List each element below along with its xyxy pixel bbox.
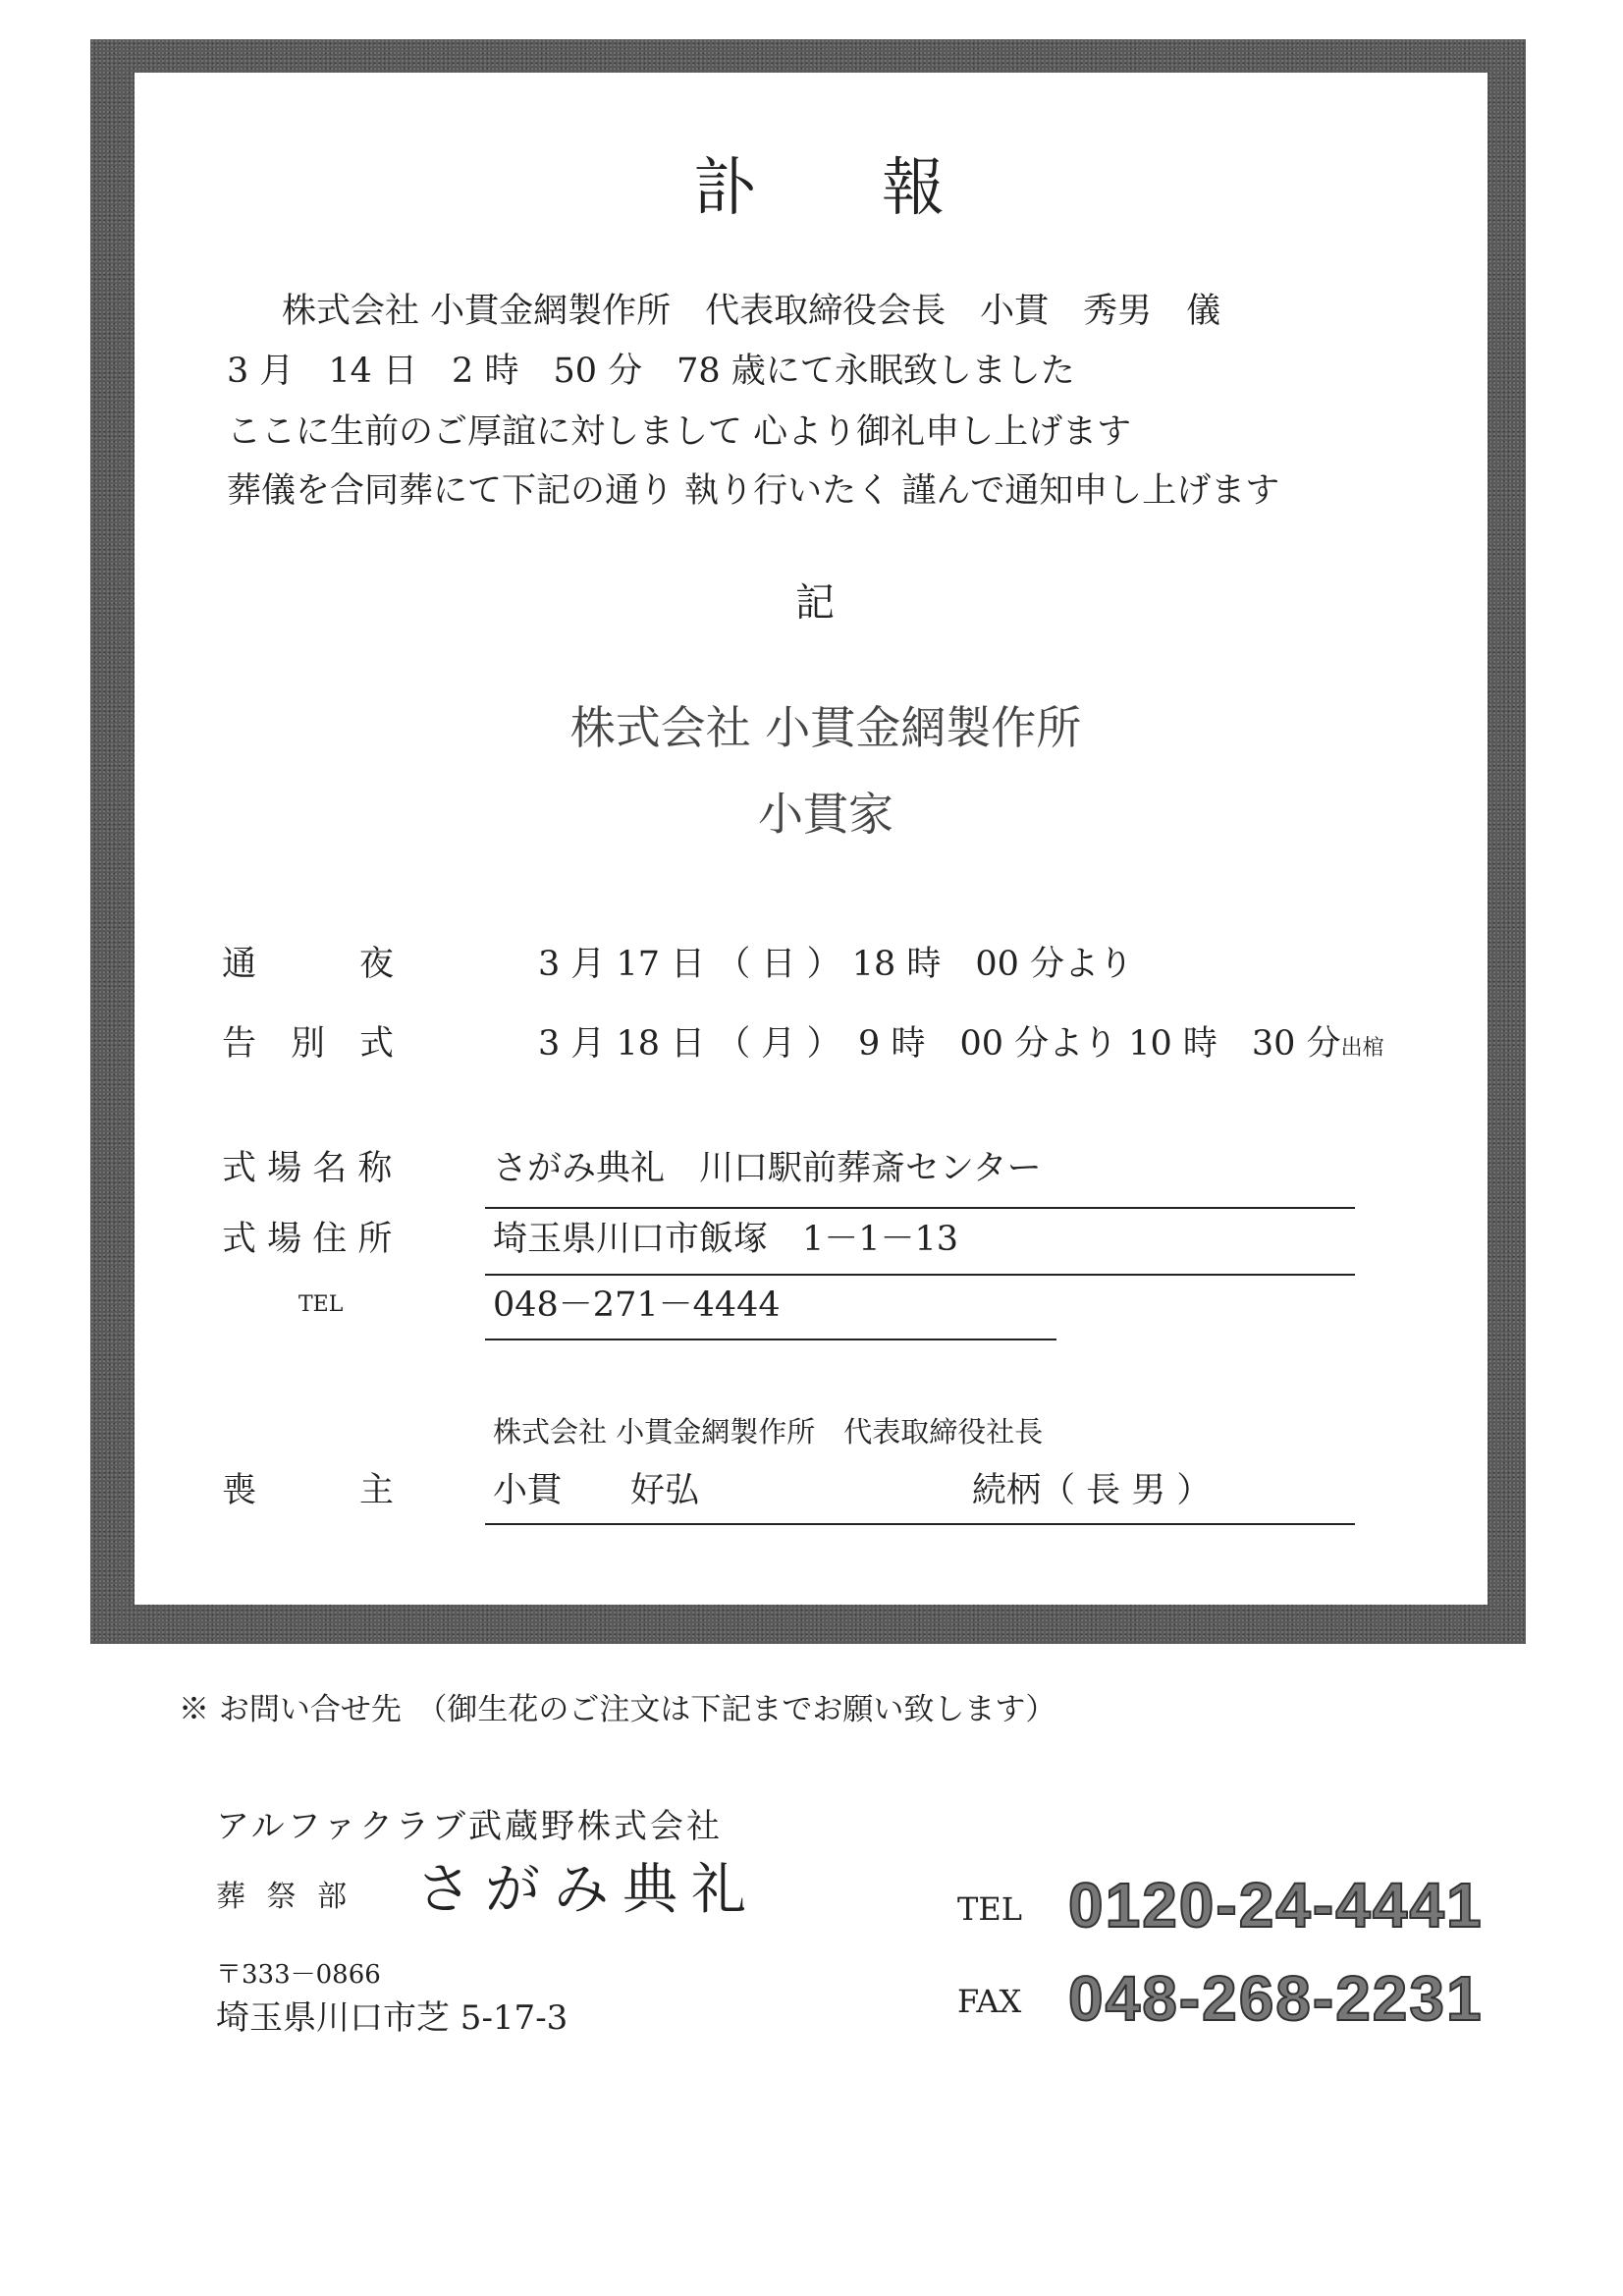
venue-name-label: 式 場 名 称 [222,1149,393,1188]
divider [485,1207,1355,1209]
venue-name: さがみ典礼 川口駅前葬斎センター [493,1149,1042,1188]
venue-tel-label: TEL [298,1292,344,1317]
footer-company: アルファクラブ武蔵野株式会社 [216,1807,723,1846]
footer-tel-label: TEL [957,1890,1022,1928]
divider [485,1274,1355,1276]
venue-tel: 048－271－4444 [493,1285,781,1325]
venue-address-label: 式 場 住 所 [222,1220,393,1259]
divider [485,1523,1355,1525]
host-company: 株式会社 小貫金網製作所 [569,701,1082,754]
ki-heading: 記 [795,580,835,626]
footer-tel: 0120-24-4441 [1068,1870,1484,1941]
chief-mourner-title: 株式会社 小貫金網製作所 代表取締役社長 [493,1415,1044,1449]
footer-address: 埼玉県川口市芝 5-17-3 [216,1998,568,2038]
footer-brand: さがみ典礼 [416,1858,760,1922]
wake-value: 3 月 17 日 （ 日 ） 18 時 00 分より [538,945,1134,984]
body-line-4: 葬儀を合同葬にて下記の通り 執り行いたく 謹んで通知申し上げます [227,471,1280,511]
host-family: 小貫家 [758,788,893,841]
chief-mourner-name: 小貫 好弘 [493,1471,700,1510]
footer-postal: 〒333－0866 [216,1960,381,1990]
funeral-value [538,1024,1384,1064]
footer-fax-label: FAX [957,1983,1022,2020]
footer-dept: 葬 祭 部 [216,1880,353,1914]
notice-title: 訃 報 [693,152,945,225]
funeral-label: 告 別 式 [222,1024,395,1064]
footer-fax: 048-268-2231 [1068,1963,1484,2034]
funeral-suffix: 出棺 [1340,1036,1384,1061]
funeral-time: 3 月 18 日 （ 月 ） 9 時 00 分より 10 時 30 分 [538,1024,1341,1064]
body-line-3: ここに生前のご厚誼に対しまして 心より御礼申し上げます [227,412,1132,452]
venue-address: 埼玉県川口市飯塚 1－1－13 [493,1220,959,1259]
chief-mourner-label: 喪 主 [222,1471,395,1510]
chief-mourner-relation: 続柄（ 長 男 ） [972,1471,1212,1510]
inquiry-note: ※ お問い合せ先 （御生花のご注文は下記までお願い致します） [179,1692,1056,1727]
wake-label: 通 夜 [222,945,395,984]
body-line-2: 3 月 14 日 2 時 50 分 78 歳にて永眠致しました [227,352,1075,391]
divider [485,1339,1056,1340]
body-line-1: 株式会社 小貫金網製作所 代表取締役会長 小貫 秀男 儀 [282,292,1221,331]
